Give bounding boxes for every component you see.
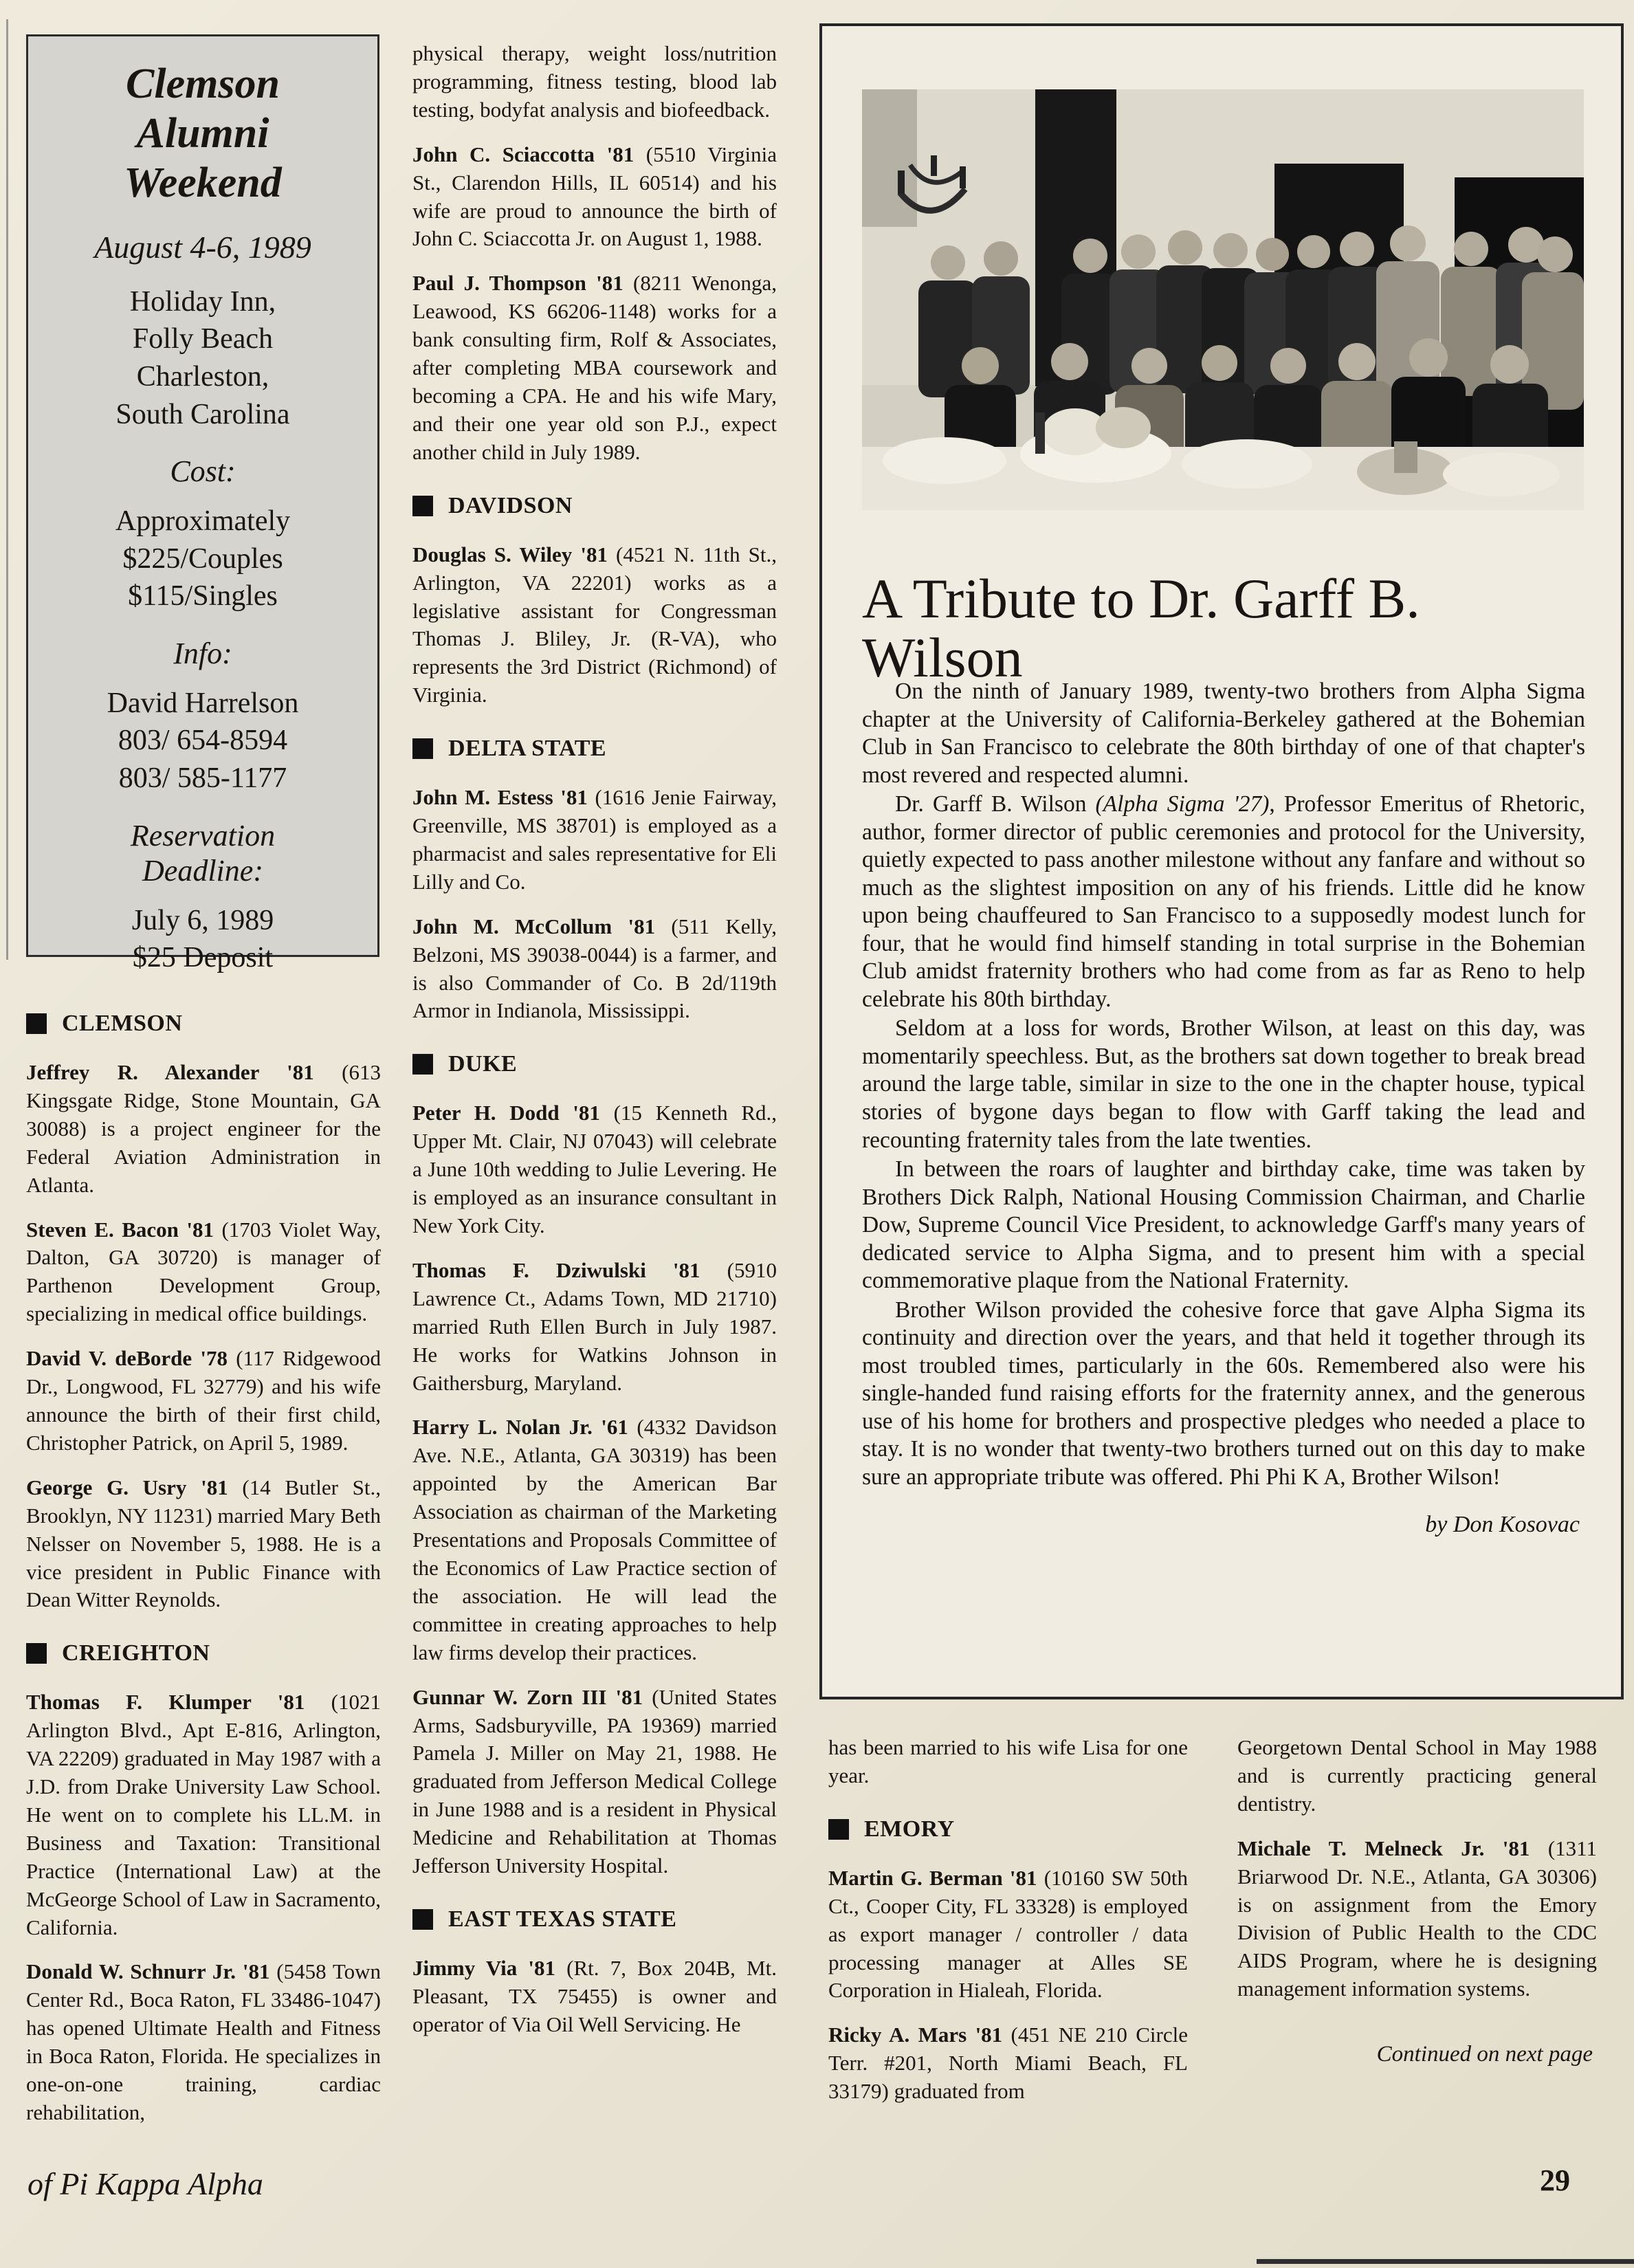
alumni-name: John C. Sciaccotta '81 (412, 142, 634, 166)
tribute-text: Dr. Garff B. Wilson (895, 791, 1096, 817)
alumni-text: (15 Kenneth Rd., Upper Mt. Clair, NJ 07043) will celebrate a June 10th wedding to Julie Levering. He is employed as an insurance consultant in New York City. (412, 1101, 777, 1237)
page-edge-scan-line (6, 19, 8, 960)
clemson-weekend-box (26, 34, 379, 974)
location-line: Folly Beach (132, 323, 274, 355)
alumni-text: (8211 Wenonga, Leawood, KS 66206-1148) works for a bank consulting firm, Rolf & Associates, after completing MBA coursework and becoming a CPA. He and his wife Mary, and their one year old son P.J., expect another child in July 1989. (412, 271, 777, 464)
section-bullet-icon (412, 1054, 433, 1075)
deadline-line: $25 Deposit (132, 942, 274, 974)
section-bullet-icon (412, 496, 433, 516)
magazine-title-footer: of Pi Kappa Alpha (27, 2166, 263, 2201)
tribute-article (862, 678, 1585, 1539)
alumni-text: (451 NE 210 Circle Terr. #201, North Miami Beach, FL 33179) graduated from (828, 2023, 1188, 2104)
section-header-clemson (26, 1011, 381, 1037)
alumni-name: John M. Estess '81 (412, 785, 588, 810)
section-bullet-icon (828, 1819, 849, 1840)
bottom-right-column (1237, 1734, 1597, 2067)
section-header-label: DELTA STATE (448, 736, 607, 762)
alumni-entry (412, 1257, 777, 1398)
alumni-name: Gunnar W. Zorn III '81 (412, 1684, 643, 1709)
location-line: Holiday Inn, (129, 285, 276, 318)
tribute-paragraph: Seldom at a loss for words, Brother Wilson, at least on this day, was momentarily speechless. But, as the brothers sat down together to break bread around the large table, similar in size to the one in the chapter house, typical stories of bygone days began to flow with Garff taking the lead and recounting fraternity tales from the late twenties. (862, 1015, 1585, 1153)
alumni-name: David V. deBorde '78 (26, 1346, 228, 1371)
announcement-date: August 4-6, 1989 (94, 229, 311, 265)
cost-line: $115/Singles (128, 580, 278, 613)
alumni-text: (1021 Arlington Blvd., Apt E-816, Arlington, VA 22209) graduated in May 1987 with a J.D. from Drake University Law School. He went on to complete his LL.M. in Business and Taxation: Transitional Practice (International Law) at the McGeorge School of Law in Sacramento, California. (26, 1690, 382, 1939)
alumni-text: (4332 Davidson Ave. N.E., Atlanta, GA 30319) has been appointed by the American Bar Association as chairman of the Marketing Presentations and Proposals Committee of the Economics of Law Practice section of the association. He will lead the committee in creating approaches to help law firms develop their practices. (412, 1415, 777, 1664)
alumni-text: (10160 SW 50th Ct., Cooper City, FL 33328) is employed as export manager / controller / data processing manager at Alles SE Corporation in Hialeah, Florida. (828, 1865, 1188, 2003)
alumni-text: (1311 Briarwood Dr. N.E., Atlanta, GA 30306) is on assignment from the Emory Division of Public Health to the CDC AIDS Program, where he is designing management information systems. (1237, 1836, 1597, 2001)
alumni-name: Michale T. Melneck Jr. '81 (1237, 1836, 1530, 1860)
info-value (28, 685, 377, 797)
tribute-paragraph: In between the roars of laughter and birthday cake, time was taken by Brothers Dick Ralph, National Housing Commission Chairman, and Charlie Dow, Supreme Council Vice President, to acknowledge Garff's many years of dedicated service to Alpha Sigma, and to present him with a special commemorative plaque from the National Fraternity. (862, 1156, 1585, 1294)
alumni-name: George G. Usry '81 (26, 1475, 228, 1499)
alumni-name: Douglas S. Wiley '81 (412, 542, 608, 566)
alumni-entry (1237, 1835, 1597, 2003)
group-photo (862, 89, 1584, 510)
alumni-name: Harry L. Nolan Jr. '61 (412, 1415, 628, 1440)
alumni-entry (412, 541, 777, 709)
tribute-title: A Tribute to Dr. Garff B. Wilson (862, 567, 1420, 690)
alumni-entry (26, 1345, 381, 1457)
cost-line: Approximately (115, 505, 291, 538)
section-header-east-texas-state (412, 1906, 777, 1933)
section-header-label: CLEMSON (62, 1011, 183, 1036)
section-header-label: CREIGHTON (62, 1640, 210, 1666)
section-header-delta-state (412, 736, 777, 762)
section-bullet-icon (412, 1909, 433, 1930)
section-header-duke (412, 1051, 777, 1077)
tribute-text: , Professor Emeritus of Rhetoric, author, former director of public ceremonies and protocol for the University, quietly expected to pass another milestone without any fanfare and without so much as the slightest imposition on any of his friends. Little did he know upon being chauffeured to San Francisco to a supposedly modest lunch for four, that he would find himself standing in total surprise in the Bohemian Club amidst fraternity brothers who had come from as far as Reno to help celebrate his 80th birthday. (862, 791, 1586, 1012)
alumni-entry (26, 1216, 381, 1329)
alumni-entry (26, 1059, 381, 1200)
alumni-entry (26, 1474, 381, 1615)
info-line: 803/ 585-1177 (118, 762, 287, 795)
alumni-entry (412, 784, 777, 896)
section-header-label: EMORY (864, 1816, 955, 1842)
continued-notice: Continued on next page (1376, 2042, 1593, 2067)
bottom-rule (1257, 2259, 1634, 2264)
alumni-text: (1616 Jenie Fairway, Greenville, MS 38701) is employed as a pharmacist and sales representative for Eli Lilly and Co. (412, 785, 777, 894)
alumni-name: Paul J. Thompson '81 (412, 271, 623, 296)
continued-paragraph: Georgetown Dental School in May 1988 and is currently practicing general dentistry. (1237, 1735, 1597, 1816)
alumni-text: (5458 Town Center Rd., Boca Raton, FL 33486-1047) has opened Ultimate Health and Fitness in Boca Raton, Florida. He specializes in one-on-one training, cardiac rehabilitation, (26, 1959, 381, 2124)
alumni-name: Thomas F. Dziwulski '81 (412, 1257, 700, 1282)
bottom-left-column (828, 1734, 1188, 2122)
alumni-entry (828, 1864, 1188, 2005)
info-label: Info: (173, 636, 232, 670)
tribute-box (819, 23, 1624, 1699)
alumni-name: Martin G. Berman '81 (828, 1865, 1037, 1890)
left-column (26, 984, 381, 2144)
alumni-text: (5510 Virginia St., Clarendon Hills, IL 60514) and his wife are proud to announce the birth of John C. Sciaccotta Jr. on August 1, 1988. (412, 142, 777, 251)
section-header-emory (828, 1816, 1188, 1842)
deadline-label-line: Reservation (130, 818, 276, 852)
announcement-title-line: Weekend (124, 159, 282, 206)
deadline-line: July 6, 1989 (131, 904, 274, 936)
announcement-location (28, 283, 377, 433)
alumni-entry (412, 1684, 777, 1880)
info-line: 803/ 654-8594 (118, 725, 288, 757)
cost-value (28, 503, 377, 615)
tribute-italic-text: (Alpha Sigma '27) (1095, 791, 1270, 817)
announcement-title-line: Clemson (126, 60, 280, 107)
cost-label: Cost: (170, 454, 236, 489)
alumni-name: Peter H. Dodd '81 (412, 1101, 600, 1125)
section-bullet-icon (26, 1643, 47, 1664)
alumni-name: Donald W. Schnurr Jr. '81 (26, 1959, 270, 1984)
deadline-label-line: Deadline: (142, 853, 263, 888)
location-line: South Carolina (115, 398, 290, 430)
page-number: 29 (1540, 2164, 1570, 2197)
alumni-entry (412, 1955, 777, 2039)
alumni-text: (117 Ridgewood Dr., Longwood, FL 32779) and his wife announce the birth of their first child, Christopher Patrick, on April 5, 1989. (26, 1346, 381, 1455)
alumni-name: Jimmy Via '81 (412, 1955, 555, 1980)
alumni-entry (412, 141, 777, 254)
alumni-text: (511 Kelly, Belzoni, MS 39038-0044) is a farmer, and is also Commander of Co. B 2d/119th Armor in Indianola, Mississippi. (412, 914, 777, 1023)
alumni-entry (26, 1958, 381, 2126)
location-line: Charleston, (136, 360, 269, 393)
continued-paragraph: has been married to his wife Lisa for one year. (828, 1735, 1188, 1787)
continued-paragraph: physical therapy, weight loss/nutrition programming, fitness testing, blood lab testing, bodyfat analysis and biofeedback. (412, 41, 777, 122)
cost-line: $225/Couples (122, 542, 283, 575)
deadline-label (28, 818, 377, 888)
alumni-text: (United States Arms, Sadsburyville, PA 19369) married Pamela J. Miller on May 21, 1988. He graduated from Jefferson Medical College in June 1988 and is a resident in Physical Medicine and Rehabilitation at Thomas Jefferson University Hospital. (412, 1684, 777, 1878)
alumni-entry (412, 1413, 777, 1666)
middle-column (412, 40, 777, 2056)
announcement-title-line: Alumni (136, 109, 269, 157)
tribute-paragraph: Brother Wilson provided the cohesive force that gave Alpha Sigma its continuity and direction over the years, and that held it together through its most troubled times, particularly in the 60s. Remembered also were his single-handed fund raising efforts for the fraternity annex, and the generous use of his home for brothers and prospective pledges who needed a place to stay. It is no wonder that twenty-two brothers turned out on this day to make sure an appropriate tribute was offered. Phi Phi K A, Brother Wilson! (862, 1297, 1585, 1490)
tribute-byline: by Don Kosovac (1425, 1512, 1580, 1538)
alumni-name: Thomas F. Klumper '81 (26, 1690, 305, 1715)
alumni-text: (1703 Violet Way, Dalton, GA 30720) is manager of Parthenon Development Group, specializing in medical office buildings. (26, 1217, 381, 1326)
alumni-name: Jeffrey R. Alexander '81 (26, 1060, 314, 1084)
alumni-name: Ricky A. Mars '81 (828, 2023, 1003, 2047)
alumni-entry (26, 1688, 381, 1941)
section-bullet-icon (26, 1013, 47, 1034)
alumni-entry (828, 2021, 1188, 2106)
deadline-value (28, 902, 377, 977)
alumni-text: (613 Kingsgate Ridge, Stone Mountain, GA 30088) is a project engineer for the Federal Aviation Administration in Atlanta. (26, 1060, 381, 1197)
section-header-creighton (26, 1640, 381, 1666)
alumni-text: (Rt. 7, Box 204B, Mt. Pleasant, TX 75455) is owner and operator of Via Oil Well Servicing. He (412, 1955, 777, 2036)
alumni-name: Steven E. Bacon '81 (26, 1217, 214, 1242)
alumni-text: (14 Butler St., Brooklyn, NY 11231) married Mary Beth Nelsser on November 5, 1988. He is a vice president in Public Finance with Dean Witter Reynolds. (26, 1475, 381, 1612)
section-header-label: DAVIDSON (448, 492, 573, 518)
alumni-name: John M. McCollum '81 (412, 914, 656, 938)
info-line: David Harrelson (107, 687, 299, 719)
section-header-label: EAST TEXAS STATE (448, 1906, 677, 1932)
section-header-davidson (412, 493, 777, 519)
section-header-label: DUKE (448, 1051, 518, 1077)
alumni-text: (5910 Lawrence Ct., Adams Town, MD 21710) married Ruth Ellen Burch in July 1987. He works for Watkins Johnson in Gaithersburg, Maryland. (412, 1257, 777, 1395)
alumni-text: (4521 N. 11th St., Arlington, VA 22201) works as a legislative assistant for Congressman Thomas J. Bliley, Jr. (R-VA), who represents the 3rd District (Richmond) of Virginia. (412, 542, 777, 707)
section-bullet-icon (412, 738, 433, 759)
tribute-paragraph: On the ninth of January 1989, twenty-two brothers from Alpha Sigma chapter at the University of California-Berkeley gathered at the Bohemian Club in San Francisco to celebrate the 80th birthday of one of that chapter's most revered and respected alumni. (862, 679, 1585, 788)
tribute-paragraph (862, 791, 1585, 1013)
alumni-entry (412, 913, 777, 1026)
alumni-entry (412, 1099, 777, 1240)
alumni-entry (412, 269, 777, 466)
